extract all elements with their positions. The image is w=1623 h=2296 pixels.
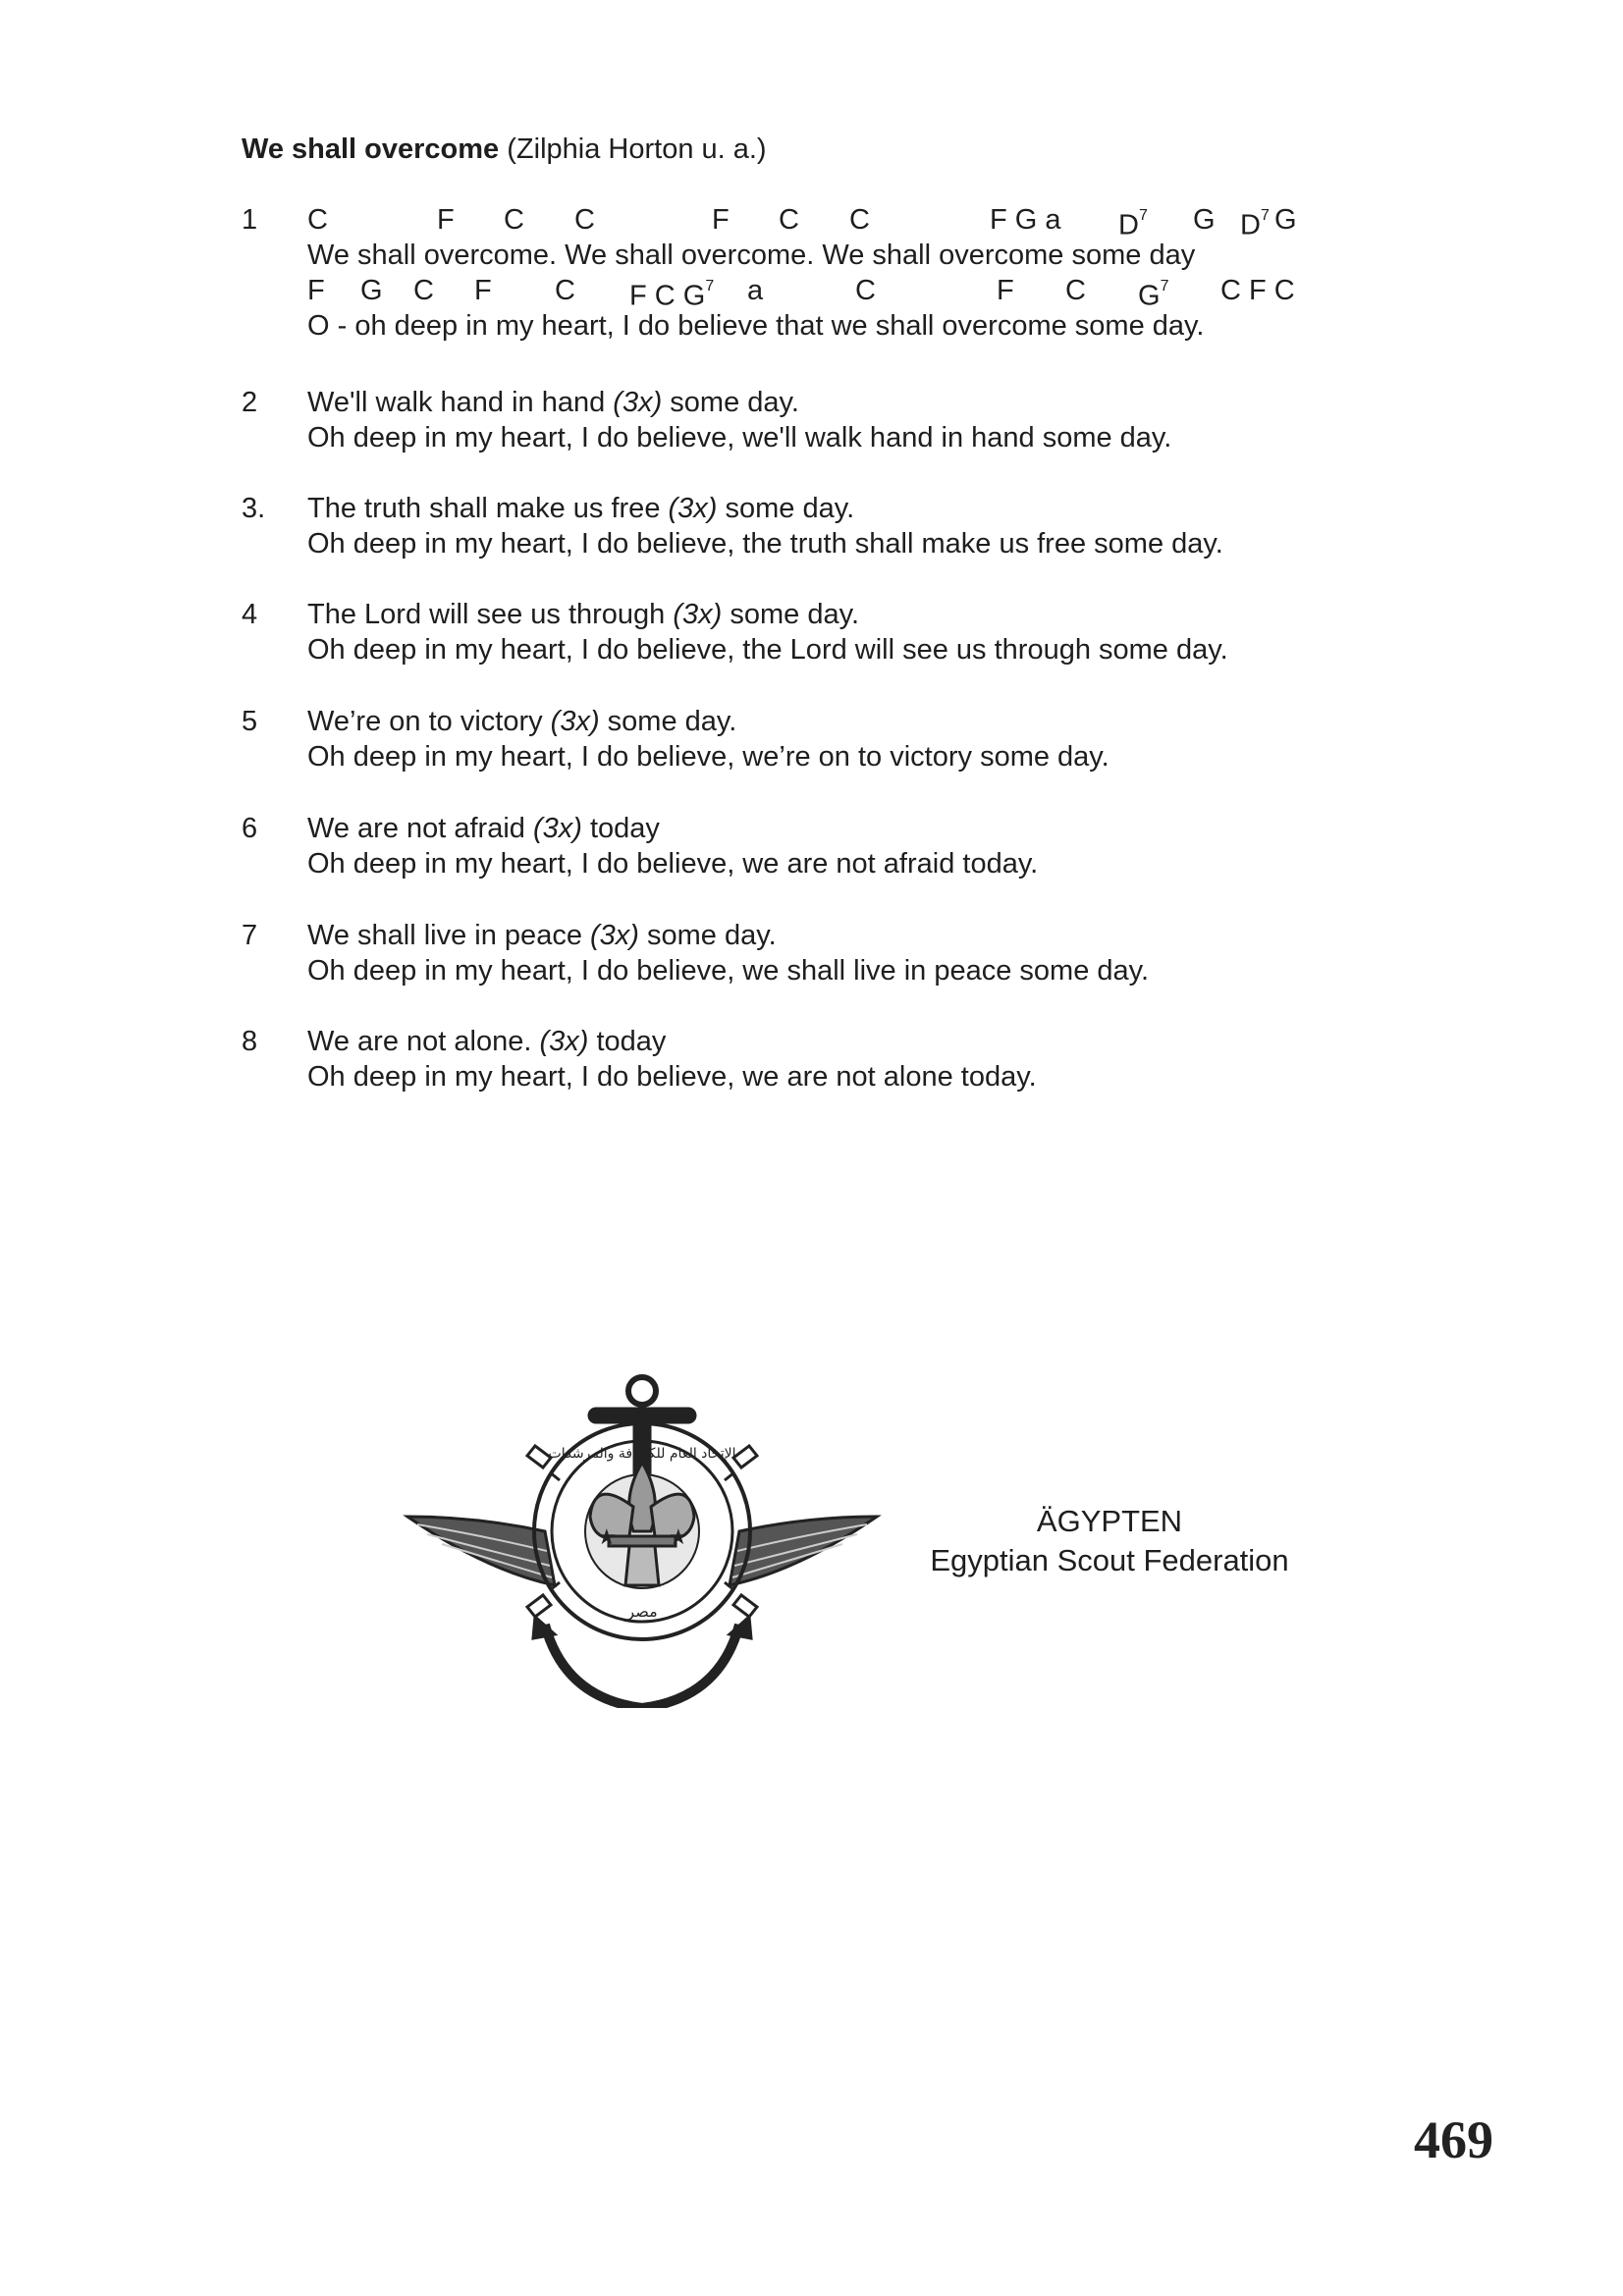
egyptian-scout-emblem-icon xyxy=(398,1360,887,1708)
verse-body xyxy=(307,811,1038,881)
chord xyxy=(997,273,1014,308)
country-name: ÄGYPTEN xyxy=(1036,1504,1183,1538)
chord xyxy=(307,202,328,238)
lyric-line-2: O - oh deep in my heart, I do believe that we shall overcome some day. xyxy=(307,310,1205,342)
lyric-line-1 xyxy=(307,385,1171,420)
lyric-text: The truth shall make us free xyxy=(307,493,669,524)
chord xyxy=(1240,202,1270,243)
verse-1 xyxy=(242,202,1400,349)
verse-4 xyxy=(242,597,1400,675)
chord xyxy=(849,202,870,238)
lyric-line-2: Oh deep in my heart, I do believe, the truth shall make us free some day. xyxy=(307,528,1223,560)
lyric-text: We'll walk hand in hand xyxy=(307,387,614,418)
chord xyxy=(990,202,1061,238)
lyric-line-1 xyxy=(307,1024,1037,1059)
chord-superscript: 7 xyxy=(1160,278,1169,294)
chord-name: F xyxy=(307,275,325,306)
verse-number: 6 xyxy=(242,813,258,844)
chord-name: C xyxy=(855,275,876,306)
lyric-text: We are not afraid xyxy=(307,813,533,844)
verse-body xyxy=(307,202,1427,344)
song-author: (Zilphia Horton u. a.) xyxy=(499,133,767,165)
chord-name: C xyxy=(504,204,524,236)
chord-line-1 xyxy=(307,202,1427,241)
chord-name: C xyxy=(413,275,434,306)
lyric-line-2: Oh deep in my heart, I do believe, the Lord will see us through some day. xyxy=(307,634,1228,666)
repeat-marker: (3x) xyxy=(673,599,723,630)
verse-body xyxy=(307,1024,1037,1095)
chord-name: F C G xyxy=(629,280,706,312)
verse-number: 7 xyxy=(242,920,258,951)
chord xyxy=(555,273,575,308)
chord xyxy=(712,202,730,238)
chord-superscript: 7 xyxy=(1260,207,1270,224)
chord-name: C xyxy=(779,204,799,236)
song-title-bold: We shall overcome xyxy=(242,133,500,165)
chord-name: F xyxy=(712,204,730,236)
chord-name: D xyxy=(1240,209,1261,241)
lyric-text-end: some day. xyxy=(717,493,855,524)
lyric-text-end: some day. xyxy=(638,920,777,951)
lyric-text-end: some day. xyxy=(722,599,860,630)
chord xyxy=(437,202,455,238)
lyric-text-end: some day. xyxy=(599,706,737,737)
chord-superscript: 7 xyxy=(1138,207,1148,224)
chord-name: F G a xyxy=(990,204,1061,236)
chord-name: C xyxy=(1065,275,1086,306)
verse-body xyxy=(307,704,1109,774)
verse-body xyxy=(307,491,1223,561)
lyric-line-1 xyxy=(307,597,1228,632)
chord-line-2 xyxy=(307,273,1427,312)
lyric-text: We’re on to victory xyxy=(307,706,551,737)
chord-superscript: 7 xyxy=(705,278,715,294)
repeat-marker: (3x) xyxy=(590,920,639,951)
chord xyxy=(1118,202,1148,243)
lyric-text: The Lord will see us through xyxy=(307,599,674,630)
verse-5 xyxy=(242,704,1400,782)
lyric-line-1 xyxy=(307,918,1149,953)
chord-name: C xyxy=(555,275,575,306)
chord-name: G xyxy=(1193,204,1216,236)
chord xyxy=(474,273,492,308)
lyric-line-1: We shall overcome. We shall overcome. We shall overcome some day xyxy=(307,240,1196,271)
verse-body xyxy=(307,918,1149,988)
lyric-line-2: Oh deep in my heart, I do believe, we are not alone today. xyxy=(307,1061,1037,1093)
lyric-text: We shall live in peace xyxy=(307,920,591,951)
svg-text:مصر: مصر xyxy=(626,1602,658,1621)
lyric-text-end: today xyxy=(588,1026,667,1057)
chord xyxy=(1274,202,1297,238)
repeat-marker: (3x) xyxy=(613,387,663,418)
lyric-line-1 xyxy=(307,491,1223,526)
chord xyxy=(307,273,325,308)
page-number: 469 xyxy=(1414,2110,1493,2169)
verse-body xyxy=(307,385,1171,455)
lyric-text-end: some day. xyxy=(662,387,799,418)
chord-name: F xyxy=(437,204,455,236)
svg-text:★: ★ xyxy=(669,1525,688,1550)
chord xyxy=(779,202,799,238)
lyric-text: We are not alone. xyxy=(307,1026,540,1057)
chord-name: G xyxy=(360,275,383,306)
chord xyxy=(574,202,595,238)
chord xyxy=(360,273,383,308)
chord-name: F xyxy=(474,275,492,306)
repeat-marker: (3x) xyxy=(532,813,582,844)
verse-number: 1 xyxy=(242,204,258,236)
chord xyxy=(504,202,524,238)
country-block xyxy=(928,1502,1291,1580)
verse-number: 3. xyxy=(242,493,266,524)
chord-name: F xyxy=(997,275,1014,306)
verse-2 xyxy=(242,385,1400,463)
lyric-line-2: Oh deep in my heart, I do believe, we'll walk hand in hand some day. xyxy=(307,422,1172,454)
chord xyxy=(855,273,876,308)
chord xyxy=(1193,202,1216,238)
chord-name: C xyxy=(307,204,328,236)
organization-name: Egyptian Scout Federation xyxy=(930,1543,1289,1577)
verse-number: 4 xyxy=(242,599,258,630)
verse-7 xyxy=(242,918,1400,996)
lyric-line-2: Oh deep in my heart, I do believe, we are not afraid today. xyxy=(307,848,1039,880)
svg-text:الإتحاد العام للكشافة والمرشدا: الإتحاد العام للكشافة والمرشدات xyxy=(548,1446,736,1462)
verse-number: 8 xyxy=(242,1026,258,1057)
chord-name: D xyxy=(1118,209,1139,241)
chord xyxy=(1065,273,1086,308)
chord xyxy=(1138,273,1168,314)
chord-name: G xyxy=(1138,280,1161,312)
chord xyxy=(1220,273,1295,308)
repeat-marker: (3x) xyxy=(550,706,600,737)
chord xyxy=(747,273,763,308)
lyric-line-1 xyxy=(307,811,1038,846)
repeat-marker: (3x) xyxy=(539,1026,589,1057)
chord-name: a xyxy=(747,275,764,306)
verse-number: 5 xyxy=(242,706,258,737)
lyric-line-2: Oh deep in my heart, I do believe, we’re on to victory some day. xyxy=(307,741,1109,773)
svg-text:★: ★ xyxy=(597,1525,617,1550)
chord-name: G xyxy=(1274,204,1297,236)
chord xyxy=(413,273,434,308)
verse-number: 2 xyxy=(242,387,258,418)
verse-6 xyxy=(242,811,1400,889)
chord-name: C xyxy=(574,204,595,236)
chord xyxy=(629,273,714,314)
chord-name: C xyxy=(849,204,870,236)
lyric-line-1 xyxy=(307,704,1109,739)
repeat-marker: (3x) xyxy=(668,493,718,524)
lyric-text-end: today xyxy=(581,813,660,844)
lyric-line-2: Oh deep in my heart, I do believe, we shall live in peace some day. xyxy=(307,955,1150,987)
chord-name: C F C xyxy=(1220,275,1295,306)
emblem-graphic xyxy=(398,1360,887,1708)
song-title xyxy=(242,130,767,169)
verse-body xyxy=(307,597,1228,667)
verse-8 xyxy=(242,1024,1400,1102)
verse-3 xyxy=(242,491,1400,569)
